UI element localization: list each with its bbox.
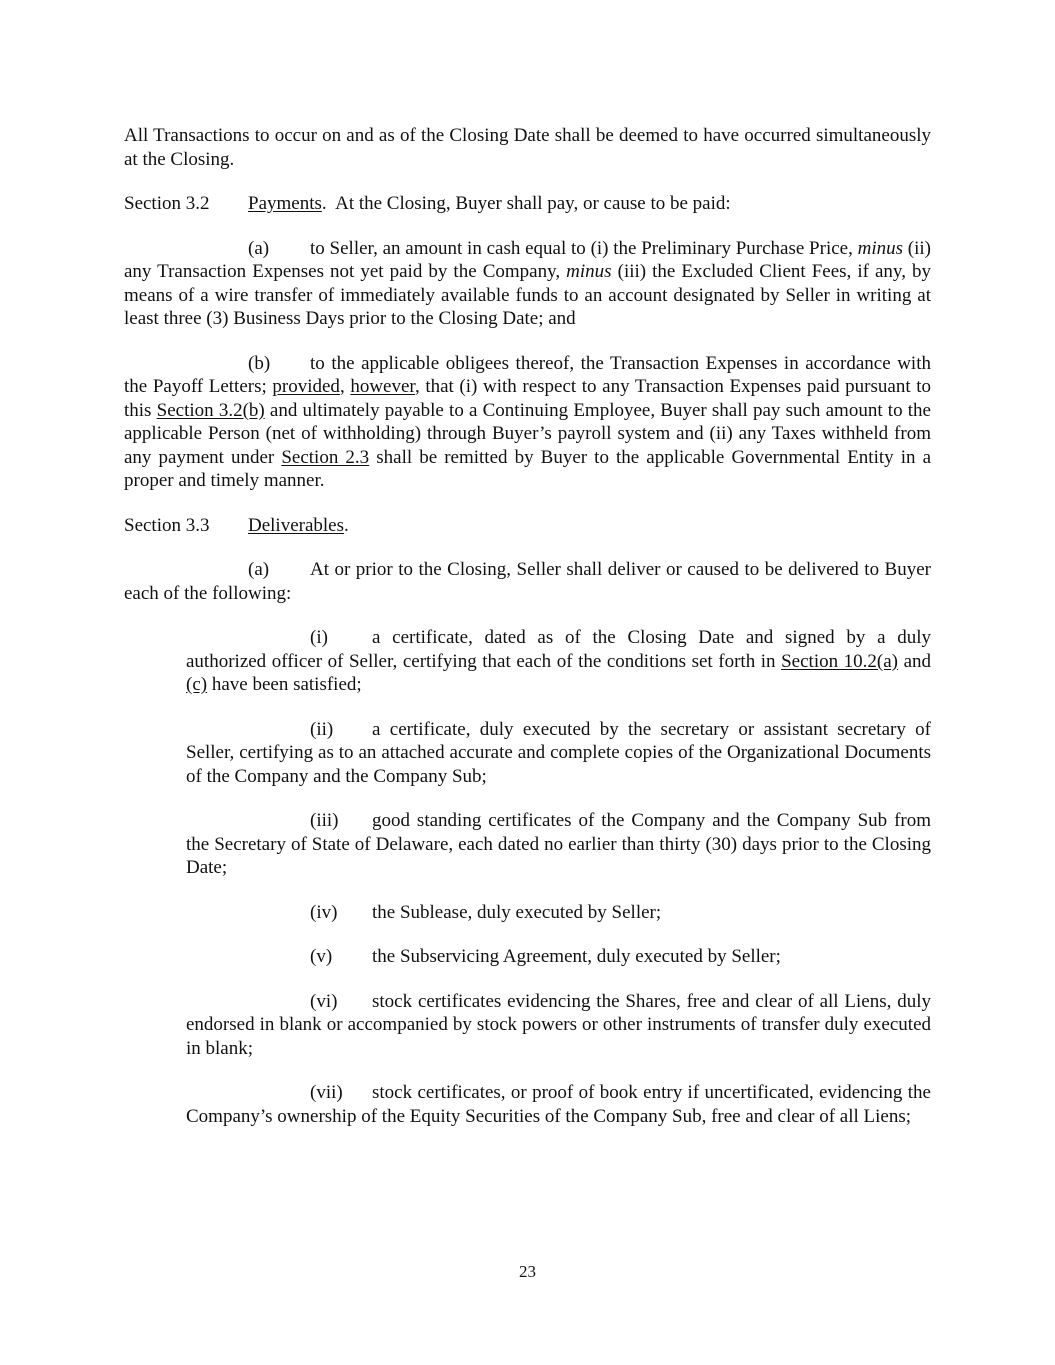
item-label: (vi) bbox=[310, 990, 338, 1012]
minus-term: minus bbox=[566, 261, 612, 282]
item-label: (vii) bbox=[310, 1082, 343, 1103]
section-3-2-heading bbox=[124, 192, 931, 216]
minus-term: minus bbox=[857, 237, 904, 259]
item-text: , that (i) with respect to any Transaction Expenses paid pursuant to this bbox=[124, 376, 932, 421]
item-label: (b) bbox=[248, 352, 271, 374]
item-label: (v) bbox=[310, 946, 333, 967]
item-text: stock certificates evidencing the Shares, free and clear of all Liens, duly endorsed in blank or accompanied by stock powers or other instruments of transfer duly executed in blank; bbox=[186, 990, 931, 1059]
item-text: , bbox=[339, 376, 351, 397]
item-text: have been satisfied; bbox=[207, 674, 362, 695]
deliverable-ii bbox=[186, 718, 931, 789]
item-text: (ii) any Transaction Expenses not yet paid by the Company, bbox=[124, 237, 931, 282]
section-number: Section 3.2 bbox=[124, 193, 210, 214]
section-title: Deliverables bbox=[248, 514, 345, 536]
item-label: (iv) bbox=[310, 901, 338, 923]
item-text: the Subservicing Agreement, duly executed by Seller; bbox=[372, 946, 781, 967]
item-text: a certificate, dated as of the Closing Date and signed by a duly authorized officer of Seller, certifying that each of the conditions set forth in bbox=[186, 627, 931, 672]
section-lead-text: At the Closing, Buyer shall pay, or cause to be paid: bbox=[326, 193, 731, 214]
item-label: (a) bbox=[248, 559, 270, 580]
cross-reference-link[interactable]: Section 10.2(a) bbox=[781, 650, 899, 672]
section-number: Section 3.3 bbox=[124, 514, 210, 536]
section-title: Payments bbox=[248, 193, 322, 214]
deliverable-iii bbox=[186, 809, 931, 880]
section-title-punct: . bbox=[321, 193, 327, 214]
item-text: (iii) the Excluded Client Fees, if any, by means of a wire transfer of immediately available funds to an account designated by Seller in writing at least three (3) Business Days prior to the Closing Date; and bbox=[124, 261, 932, 329]
intro-text: All Transactions to occur on and as of the Closing Date shall be deemed to have occurred simultaneously at the Closing. bbox=[124, 125, 931, 170]
item-text: stock certificates, or proof of book entry if uncertificated, evidencing the Company’s ownership of the Equity Securities of the Company Sub, free and clear of all Liens; bbox=[186, 1082, 931, 1127]
payment-item-a bbox=[124, 237, 931, 331]
deliverable-iv bbox=[186, 901, 931, 925]
item-label: (ii) bbox=[310, 718, 334, 740]
deliverable-i bbox=[186, 626, 931, 697]
however-term: however bbox=[350, 376, 415, 397]
item-text: and bbox=[898, 650, 932, 672]
item-label: (i) bbox=[310, 627, 328, 648]
page-number: 23 bbox=[519, 1262, 536, 1281]
item-text: and ultimately payable to a Continuing Employee, Buyer shall pay such amount to the applicable Person (net of withholding) through Buyer’s payroll system and (ii) any Taxes withheld from any payment under bbox=[124, 399, 931, 468]
item-label: (a) bbox=[248, 237, 270, 259]
item-text: At or prior to the Closing, Seller shall deliver or caused to be delivered to Buyer each of the following: bbox=[124, 559, 931, 604]
item-text: to Seller, an amount in cash equal to (i) the Preliminary Purchase Price, bbox=[310, 237, 858, 259]
deliverables-item-a bbox=[124, 558, 931, 605]
section-3-3-heading bbox=[124, 514, 931, 538]
item-text: to the applicable obligees thereof, the Transaction Expenses in accordance with the Payoff Letters; bbox=[124, 352, 931, 397]
deliverable-v bbox=[186, 945, 931, 969]
intro-paragraph bbox=[124, 124, 931, 171]
deliverable-vi bbox=[186, 990, 931, 1061]
payment-item-b bbox=[124, 352, 931, 493]
item-text: a certificate, duly executed by the secretary or assistant secretary of Seller, certifying as to an attached accurate and complete copies of the Organizational Documents of the Company and the Company Sub; bbox=[186, 718, 931, 787]
item-text: good standing certificates of the Company and the Company Sub from the Secretary of State of Delaware, each dated no earlier than thirty (30) days prior to the Closing Date; bbox=[186, 810, 931, 878]
item-label: (iii) bbox=[310, 810, 339, 831]
provided-term: provided bbox=[272, 376, 340, 397]
cross-reference-link[interactable]: (c) bbox=[186, 674, 208, 695]
item-text: the Sublease, duly executed by Seller; bbox=[372, 901, 662, 923]
cross-reference-link[interactable]: Section 3.2(b) bbox=[156, 399, 265, 421]
section-title-punct: . bbox=[344, 514, 349, 536]
cross-reference-link[interactable]: Section 2.3 bbox=[281, 446, 370, 468]
item-text: shall be remitted by Buyer to the applicable Governmental Entity in a proper and timely manner. bbox=[124, 446, 931, 491]
deliverable-vii bbox=[186, 1081, 931, 1128]
